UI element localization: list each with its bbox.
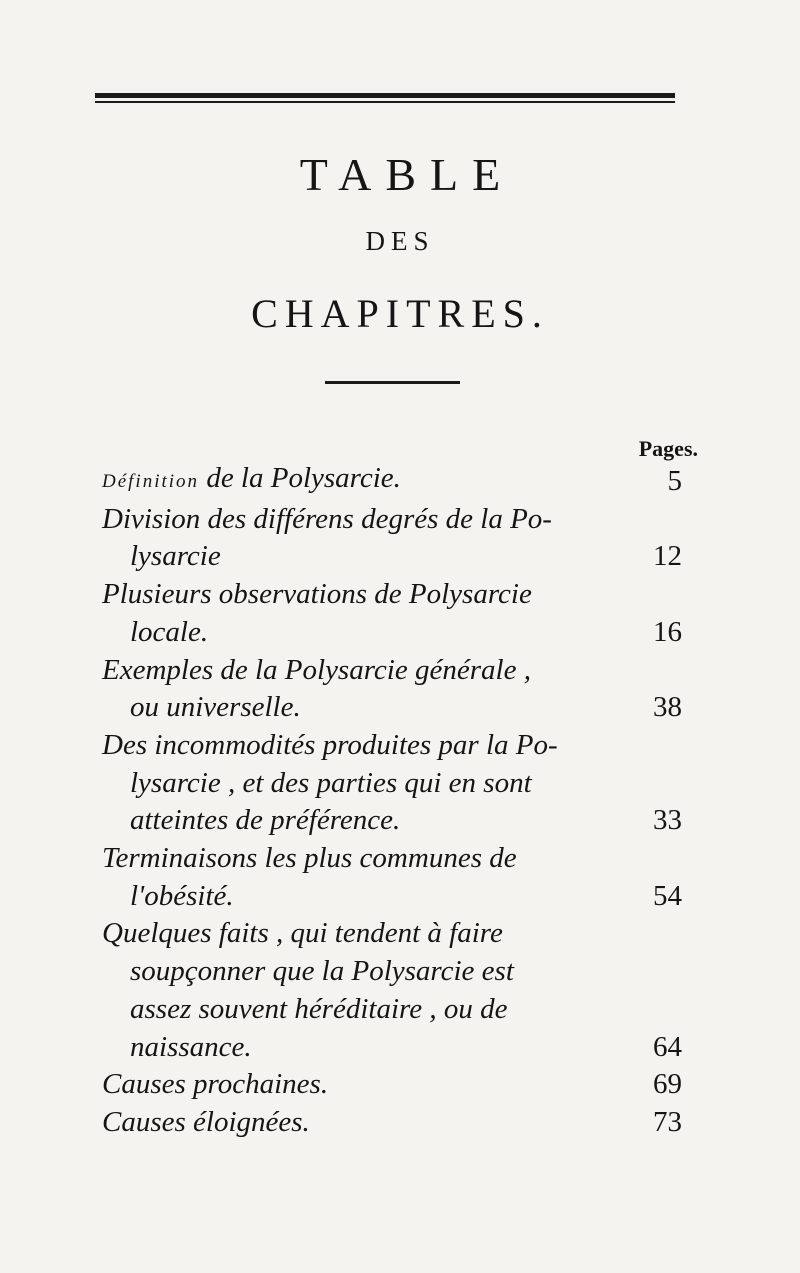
toc-entry-text: de la Polysarcie. <box>206 462 401 494</box>
toc-page-number: 16 <box>653 615 682 648</box>
toc-page-number: 5 <box>667 465 682 497</box>
top-double-rule-thin <box>95 101 675 103</box>
title-des: DES <box>365 226 435 256</box>
toc-entry[interactable] <box>102 576 682 651</box>
pages-column-label: Pages. <box>638 436 698 461</box>
toc-entry-line: atteintes de préférence. <box>130 804 401 837</box>
toc-entry-line: naissance. <box>130 1030 252 1063</box>
toc-entry[interactable] <box>102 840 682 915</box>
title-chapitres: CHAPITRES. <box>251 291 549 336</box>
title-table: TABLE <box>299 149 515 200</box>
toc-entry[interactable] <box>102 727 682 840</box>
toc-entry-line: soupçonner que la Polysarcie est <box>130 955 514 988</box>
toc-entry-line: Terminaisons les plus communes de <box>102 842 517 875</box>
separator-rule <box>325 381 460 384</box>
toc-entry-line: Causes prochaines. <box>102 1068 329 1101</box>
toc-entry-line: assez souvent héréditaire , ou de <box>130 992 508 1025</box>
toc-entry-line: Division des différens degrés de la Po- <box>102 502 552 535</box>
toc-entry[interactable] <box>102 501 682 576</box>
toc-entry[interactable] <box>102 1066 682 1104</box>
toc-entry-line: lysarcie , et des parties qui en sont <box>130 766 532 799</box>
toc-entry-line: Causes éloignées. <box>102 1105 310 1138</box>
toc-entry-line: lysarcie <box>130 540 221 573</box>
toc-entry-lead: Définition <box>102 471 200 492</box>
toc-entry[interactable] <box>102 460 682 501</box>
toc-entry[interactable] <box>102 1104 682 1142</box>
table-of-contents <box>102 460 682 1142</box>
toc-entry-line <box>102 460 682 501</box>
toc-entry-line: Quelques faits , qui tendent à faire <box>102 917 503 950</box>
toc-entry-line: locale. <box>130 615 209 648</box>
toc-page-number: 38 <box>653 691 682 724</box>
toc-page-number: 64 <box>653 1030 682 1063</box>
toc-entry-line: Plusieurs observations de Polysarcie <box>102 578 532 611</box>
toc-page-number: 73 <box>653 1105 682 1138</box>
toc-page-number: 12 <box>653 540 682 573</box>
toc-page-number: 54 <box>653 879 682 912</box>
toc-entry[interactable] <box>102 652 682 727</box>
toc-page-number: 69 <box>653 1068 682 1101</box>
toc-entry-line: Des incommodités produites par la Po- <box>102 728 558 761</box>
toc-page-number: 33 <box>653 804 682 837</box>
toc-entry-line: Exemples de la Polysarcie générale , <box>102 653 531 686</box>
toc-entry[interactable] <box>102 915 682 1066</box>
toc-entry-line: l'obésité. <box>130 879 234 912</box>
top-double-rule-thick <box>95 93 675 98</box>
toc-entry-line: ou universelle. <box>130 691 301 724</box>
